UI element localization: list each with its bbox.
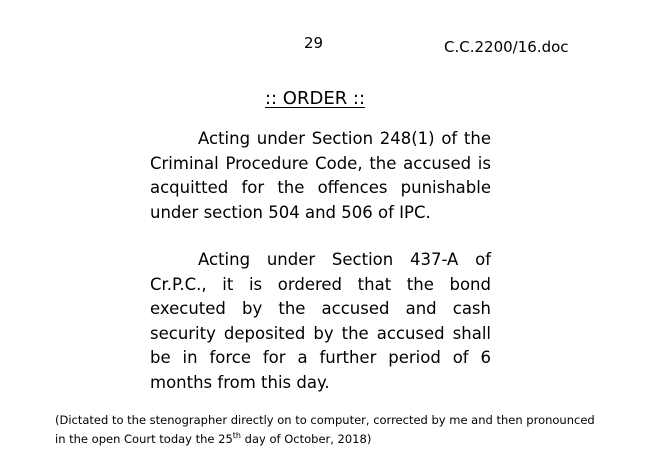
order-heading: :: ORDER :: (264, 88, 366, 109)
dictation-note (55, 411, 595, 449)
document-reference: C.C.2200/16.doc (444, 38, 569, 56)
date-ordinal-suffix: th (232, 431, 242, 441)
order-paragraph-bond: Acting under Section 437-A of Cr.P.C., it is ordered that the bond executed by the accused and cash security deposited by the accused shall be in force for a further period of 6 months from this day. (150, 250, 491, 392)
order-paragraph-acquittal: Acting under Section 248(1) of the Criminal Procedure Code, the accused is acquitted for the offences punishable under section 504 and 506 of IPC. (150, 129, 491, 222)
page-number: 29 (304, 34, 324, 52)
dictation-note-date: day of October, 2018) (241, 432, 372, 446)
dictation-note-text: (Dictated to the stenographer directly on to computer, corrected by me and then pronounced in the open Court today the 25 (55, 413, 595, 446)
